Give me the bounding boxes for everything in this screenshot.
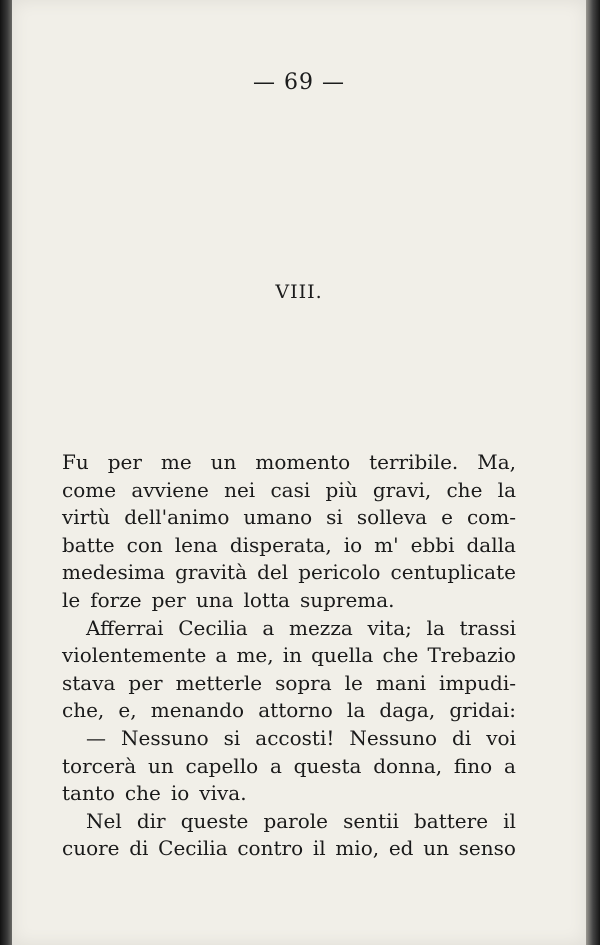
- word: mezza: [288, 615, 353, 640]
- word: pericolo: [298, 560, 381, 585]
- word: parole: [263, 808, 328, 833]
- word: tanto: [62, 781, 115, 806]
- word: battere: [414, 808, 489, 833]
- word: avviene: [131, 477, 209, 502]
- word: suprema.: [299, 587, 395, 612]
- word: dalla: [466, 532, 516, 557]
- word: attorno: [258, 698, 333, 723]
- word: gravità: [175, 560, 248, 585]
- text-line: [62, 780, 516, 808]
- text-line: [62, 532, 516, 560]
- word: di: [129, 836, 149, 861]
- word: torcerà: [62, 753, 137, 778]
- word: io: [170, 781, 190, 806]
- text-line: [62, 477, 516, 505]
- word: daga,: [379, 698, 436, 723]
- chapter-body-text: [62, 449, 516, 863]
- word: Cecilia: [178, 615, 248, 640]
- word: a: [262, 615, 275, 640]
- word: più: [325, 477, 358, 502]
- text-line: [62, 697, 516, 725]
- word: a: [269, 753, 282, 778]
- word: che: [124, 781, 161, 806]
- word: un: [147, 753, 174, 778]
- word: si: [223, 725, 241, 750]
- word: queste: [180, 808, 249, 833]
- word: questa: [293, 753, 362, 778]
- word: io: [343, 532, 363, 557]
- word: lena: [174, 532, 218, 557]
- word: mani: [375, 670, 427, 695]
- word: la: [346, 698, 366, 723]
- word: trassi: [459, 615, 516, 640]
- word: disperata,: [229, 532, 332, 557]
- word: menando: [150, 698, 245, 723]
- word: fino: [453, 753, 493, 778]
- word: violentemente: [62, 643, 207, 668]
- text-line: [62, 504, 516, 532]
- word: e,: [118, 698, 137, 723]
- word: le: [62, 587, 81, 612]
- word: virtù: [62, 505, 111, 530]
- word: la: [426, 615, 445, 640]
- word: gravi,: [372, 477, 432, 502]
- word: accosti!: [255, 725, 335, 750]
- word: Fu: [62, 450, 89, 474]
- word: voi: [486, 725, 516, 750]
- text-line: [62, 559, 516, 587]
- word: lotta: [243, 587, 290, 612]
- word: dell'animo: [124, 505, 230, 530]
- word: solleva: [356, 505, 428, 530]
- word: umano: [243, 505, 313, 530]
- word: si: [326, 505, 343, 530]
- word: che: [382, 643, 419, 668]
- word: me,: [236, 643, 274, 668]
- text-line: [62, 753, 516, 781]
- word: quella: [311, 643, 374, 668]
- word: il: [503, 808, 516, 833]
- word: donna,: [373, 753, 443, 778]
- word: me: [160, 450, 192, 474]
- text-line: [62, 449, 516, 477]
- word: di: [452, 725, 472, 750]
- page-edge-right: [586, 0, 600, 945]
- word: come: [62, 477, 117, 502]
- word: forze: [90, 587, 142, 612]
- word: per: [107, 450, 142, 474]
- word: com-: [466, 505, 516, 530]
- word: sopra: [275, 670, 332, 695]
- text-line: [62, 835, 516, 863]
- word: la: [497, 477, 516, 502]
- word: Afferrai: [86, 615, 164, 640]
- word: un: [423, 836, 449, 861]
- word: del: [257, 560, 289, 585]
- word: cuore: [62, 836, 120, 861]
- text-line: [62, 808, 516, 836]
- word: viva.: [199, 781, 247, 806]
- word: con: [126, 532, 163, 557]
- word: dir: [136, 808, 166, 833]
- word: Trebazio: [427, 643, 516, 668]
- word: medesima: [62, 560, 165, 585]
- text-line: [62, 642, 516, 670]
- word: casi: [270, 477, 311, 502]
- word: mio,: [335, 836, 380, 861]
- word: a: [503, 753, 516, 778]
- page-edge-left: [0, 0, 12, 945]
- word: ebbi: [410, 532, 455, 557]
- word: nei: [224, 477, 256, 502]
- word: senso: [458, 836, 516, 861]
- word: un: [210, 450, 237, 474]
- word: batte: [62, 532, 115, 557]
- book-page: [12, 0, 586, 945]
- word: centuplicate: [390, 560, 516, 585]
- word: contro: [237, 836, 304, 861]
- word: metterle: [175, 670, 263, 695]
- word: Nessuno: [349, 725, 438, 750]
- word: le: [344, 670, 363, 695]
- word: il: [312, 836, 326, 861]
- word: ed: [388, 836, 414, 861]
- word: Ma,: [477, 450, 516, 474]
- text-line: [62, 615, 516, 643]
- text-line: [62, 725, 516, 753]
- word: per: [151, 587, 186, 612]
- word: in: [282, 643, 302, 668]
- chapter-heading: VIII.: [275, 281, 323, 303]
- word: che: [446, 477, 483, 502]
- word: che,: [62, 698, 105, 723]
- text-line: [62, 670, 516, 698]
- word: Nessuno: [120, 725, 209, 750]
- word: Cecilia: [158, 836, 228, 861]
- page-number: — 69 —: [253, 70, 345, 95]
- text-line: [62, 587, 516, 615]
- word: terribile.: [369, 450, 459, 474]
- word: gridai:: [449, 698, 516, 723]
- word: vita;: [367, 615, 412, 640]
- word: a: [215, 643, 228, 668]
- word: capello: [185, 753, 259, 778]
- word: impudi-: [438, 670, 516, 695]
- word: m': [374, 532, 399, 557]
- word: per: [128, 670, 163, 695]
- word: sentii: [343, 808, 399, 833]
- word: momento: [255, 450, 351, 474]
- word: stava: [62, 670, 116, 695]
- word: —: [86, 725, 106, 750]
- word: Nel: [86, 808, 122, 833]
- word: e: [441, 505, 453, 530]
- word: una: [195, 587, 234, 612]
